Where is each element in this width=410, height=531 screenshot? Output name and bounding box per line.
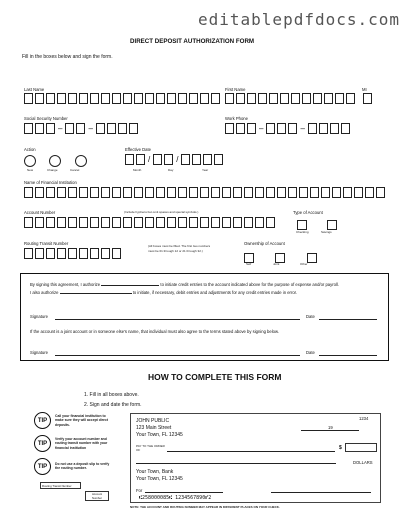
work-phone-field[interactable]: – – bbox=[225, 123, 350, 134]
action-cancel-radio[interactable] bbox=[75, 155, 87, 167]
account-number-tag: Account Number bbox=[85, 491, 109, 501]
check-signature-line bbox=[271, 492, 371, 493]
action-new-radio[interactable] bbox=[24, 155, 36, 167]
financial-institution-field[interactable] bbox=[24, 187, 385, 198]
checking-label: Checking bbox=[296, 230, 309, 234]
ssn-field[interactable]: – – bbox=[24, 123, 138, 134]
effective-date-field[interactable]: / / bbox=[125, 154, 223, 165]
date-label-1: Date bbox=[306, 314, 315, 319]
first-name-field[interactable] bbox=[225, 93, 355, 104]
signature-line-1[interactable] bbox=[55, 319, 300, 320]
check-payee-line bbox=[167, 451, 335, 452]
tip-badge-2: TIP bbox=[34, 435, 51, 452]
sample-check bbox=[130, 413, 381, 503]
check-words-line bbox=[136, 463, 336, 464]
ownership-self-label: Self bbox=[246, 262, 252, 266]
form-title: DIRECT DEPOSIT AUTHORIZATION FORM bbox=[130, 38, 255, 45]
check-dollars-label: DOLLARS bbox=[353, 460, 373, 465]
howto-step-1: 1. Fill in all boxes above. bbox=[84, 392, 139, 398]
ssn-label: Social Security Number bbox=[24, 116, 68, 121]
routing-number-label: Routing Transit Number bbox=[24, 241, 69, 246]
month-label: Month bbox=[133, 168, 142, 172]
financial-institution-label: Name of Financial Institution bbox=[24, 180, 77, 185]
howto-step-2: 2. Sign and date the form. bbox=[84, 402, 142, 408]
check-street: 123 Main Street bbox=[136, 425, 172, 431]
action-cancel-label: Cancel bbox=[70, 168, 80, 172]
check-bank-name: Your Town, Bank bbox=[136, 469, 174, 475]
check-date-line bbox=[301, 430, 359, 431]
tip-text-3: Do not use a deposit slip to verify the routing number. bbox=[55, 462, 110, 471]
auth-line-2: I also authorize to initiate, if necessary, debit entries and adjustments for any credit entries made in error. bbox=[30, 290, 297, 295]
tip-badge-1: TIP bbox=[34, 412, 51, 429]
routing-number-tag: Routing Transit Number bbox=[40, 482, 81, 489]
check-pay-to: PAY TO THE ORDER OF bbox=[136, 444, 165, 452]
last-name-field[interactable] bbox=[24, 93, 220, 104]
check-bank-city: Your Town, FL 12345 bbox=[136, 476, 183, 482]
account-number-field[interactable] bbox=[24, 217, 275, 228]
action-change-label: Change bbox=[47, 168, 58, 172]
first-name-label: First Name bbox=[225, 87, 246, 92]
savings-label: Savings bbox=[321, 230, 332, 234]
howto-title: HOW TO COMPLETE THIS FORM bbox=[148, 372, 282, 382]
ownership-label: Ownership of Account bbox=[244, 241, 285, 246]
ownership-other-checkbox[interactable] bbox=[307, 253, 317, 263]
action-change-radio[interactable] bbox=[49, 155, 61, 167]
check-dollar-sign: $ bbox=[339, 445, 342, 451]
check-note: NOTE: THE ACCOUNT AND ROUTING NUMBER MAY APPEAR IN DIFFERENT PLACES ON YOUR CHECK. bbox=[130, 505, 280, 509]
checking-checkbox[interactable] bbox=[297, 220, 307, 230]
date-line-2[interactable] bbox=[319, 355, 377, 356]
joint-account-note: If the account is a joint account or in someone else's name, that individual must also agree to the terms stated above by signing below. bbox=[30, 329, 279, 334]
routing-number-field[interactable] bbox=[24, 248, 121, 259]
type-of-account-label: Type of Account bbox=[293, 210, 323, 215]
account-number-label: Account Number bbox=[24, 210, 56, 215]
routing-note-1: (All boxes must be filled. The first two numbers bbox=[148, 244, 211, 248]
watermark: editablepdfdocs.com bbox=[198, 10, 401, 29]
work-phone-label: Work Phone bbox=[225, 116, 248, 121]
ownership-joint-label: Joint bbox=[273, 262, 280, 266]
check-memo-line bbox=[145, 492, 223, 493]
year-label: Year bbox=[202, 168, 209, 172]
check-city: Your Town, FL 12345 bbox=[136, 432, 183, 438]
check-number: 1234 bbox=[359, 416, 369, 421]
tip-text-2: Verify your account number and routing transit number with your financial institution bbox=[55, 437, 108, 450]
date-line-1[interactable] bbox=[319, 319, 377, 320]
account-number-note: (Include hyphens but omit spaces and special symbols.) bbox=[124, 210, 199, 214]
action-label: Action bbox=[24, 147, 36, 152]
check-year: 19 bbox=[328, 425, 333, 430]
day-label: Day bbox=[168, 168, 174, 172]
company-name-blank[interactable] bbox=[101, 285, 159, 286]
tip-badge-3: TIP bbox=[34, 458, 51, 475]
savings-checkbox[interactable] bbox=[327, 220, 337, 230]
mi-field[interactable] bbox=[363, 93, 372, 104]
routing-note-2: must be 01 through 12 or 21 through 32.) bbox=[148, 249, 203, 253]
mi-label: MI bbox=[362, 87, 367, 92]
signature-label-2: Signature bbox=[30, 350, 48, 355]
check-amount-box bbox=[345, 443, 377, 452]
check-owner-name: JOHN PUBLIC bbox=[136, 418, 170, 424]
effective-date-label: Effective Date bbox=[125, 147, 151, 152]
tip-text-1: Call your financial institution to make sure they will accept direct deposits. bbox=[55, 414, 108, 427]
date-label-2: Date bbox=[306, 350, 315, 355]
signature-line-2[interactable] bbox=[55, 355, 300, 356]
company-name-blank-2[interactable] bbox=[60, 293, 132, 294]
form-instruction: Fill in the boxes below and sign the form. bbox=[22, 54, 113, 60]
auth-line-1: By signing this agreement, I authorize to initiate credit entries to the account indicated above for the purpose of expense and/or payroll. bbox=[30, 282, 339, 287]
check-for-label: For bbox=[136, 488, 143, 493]
action-new-label: New bbox=[27, 168, 34, 172]
check-micr-line: ⑆258000085⑆ 1234567890⑈2 bbox=[139, 495, 212, 501]
last-name-label: Last Name bbox=[24, 87, 45, 92]
ownership-other-label: Other bbox=[300, 262, 308, 266]
signature-label-1: Signature bbox=[30, 314, 48, 319]
authorization-box bbox=[20, 273, 389, 361]
